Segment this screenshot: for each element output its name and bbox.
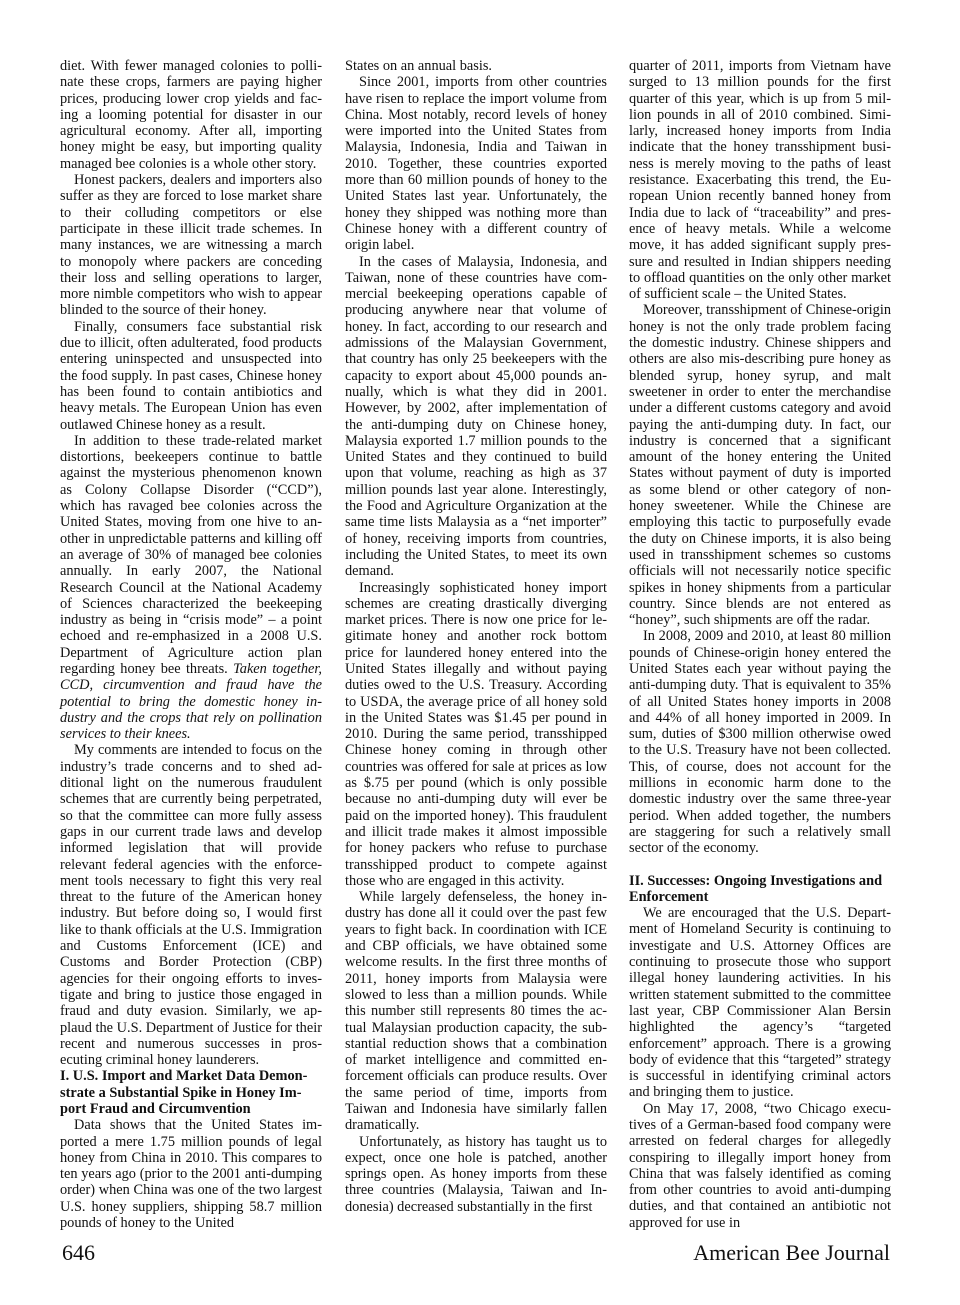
section-heading: I. U.S. Import and Market Data Demonstrate a Substantial Spike in Honey Import Fraud and Circumvention: [60, 1068, 308, 1117]
text-column-1: [60, 58, 322, 1231]
paragraph-text: In addition to these trade-related market distortions, beekeepers continue to battle against the mysterious phenomenon known as Colony Collapse Disorder (“CCD”), which has ravaged bee colonies across the United States, moving from one hive to another in unpredictable patterns and killing off an average of 30% of managed bee colonies annually. In early 2007, the National Research Council at the National Academy of Sciences characterized the beekeeping industry as being in “crisis mode” – a point echoed and re-emphasized in a 2008 U.S. Department of Agriculture action plan regarding honey bee threats.: [60, 432, 322, 677]
paragraph: On May 17, 2008, “two Chicago executives of a German-based food company were arrested on federal charges for allegedly conspiring to illegally import honey from China that was falsely identified as coming from other countries to avoid anti-dumping duties, and that contained an antibiotic not approved for use in: [629, 1100, 891, 1231]
paragraph: My comments are intended to focus on the industry’s trade concerns and to shed additional light on the numerous fraudulent schemes that are currently being perpetrated, so that the committee can more fully assess gaps in our current trade laws and develop informed legislation that will provide relevant federal agencies with the enforcement tools necessary to fight this very real threat to the future of the American honey industry. But before doing so, I would first like to thank officials at the U.S. Immigration and Customs Enforcement (ICE) and Customs and Border Protection (CBP) agencies for their ongoing efforts to investigate and bring to justice those engaged in fraud and duty evasion. Similarly, we applaud the U.S. Department of Justice for their recent and numerous successes in prosecuting criminal honey launderers.: [60, 742, 322, 1069]
paragraph: We are encouraged that the U.S. Department of Homeland Security is continuing to investigate and U.S. Attorney Offices are continuing to prosecute those who support illegal honey laundering activities. In his written statement submitted to the committee last year, CBP Commissioner Alan Bersin highlighted the agency’s “targeted enforcement” approach. There is a growing body of evidence that this “targeted” strategy is successful in identifying criminal actors and bringing them to justice.: [629, 905, 891, 1101]
journal-name: American Bee Journal: [693, 1240, 890, 1265]
italic-emphasis: Taken together, CCD, circumvention and fraud have the potential to bring the domestic honey industry and the crops that rely on pollination services to their knees.: [60, 660, 322, 743]
paragraph: [60, 433, 322, 743]
paragraph: quarter of 2011, imports from Vietnam have surged to 13 million pounds for the first quarter of this year, which is up from 5 million pounds in all of 2010 combined. Similarly, increased honey imports from India indicate that the honey transshipment business is merely moving to the paths of least resistance. Exacerbating this trend, the European Union recently banned honey from India due to lack of “traceability” and presence of heavy metals. While a welcome move, it has added significant supply pressure and resulted in Indian shippers needing to offload quantities on the only other market of sufficient scale – the United States.: [629, 58, 891, 303]
paragraph: States on an annual basis.: [345, 58, 492, 74]
paragraph: Moreover, transshipment of Chinese-origin honey is not the only trade problem facing the domestic industry. Chinese shippers and others are also mis-describing pure honey as blended syrup, honey syrup, and malt sweetener in order to enter the merchandise under a different customs category and avoid paying the anti-dumping duty. In fact, our industry is concerned that a significant amount of the honey entering the United States without payment of duty is imported as some blend or other category of non-honey sweetener. While the Chinese are employing this tactic to purposefully evade the duty on Chinese imports, it is also being used in transshipment schemes so customs officials will not necessarily notice specific spikes in honey shipments from a particular country. Since blends are not entered as “honey”, such shipments are off the radar.: [629, 302, 891, 629]
paragraph: Increasingly sophisticated honey import schemes are creating drastically diverging market prices. There is now one price for legitimate honey and another rock bottom price for laundered honey entered into the United States illegally and without paying duties owed to the U.S. Treasury. According to USDA, the average price of all honey sold in the United States was $1.45 per pound in 2010. During the same period, transshipped Chinese honey coming in through other countries was offered for sale at prices as low as $.75 per pound (which is only possible because no anti-dumping duty will ever be paid on the imported honey). This fraudulent and illicit trade makes it almost impossible for honey packers who refuse to purchase transshipped product to compete against those who are engaged in this activity.: [345, 579, 607, 889]
paragraph: Finally, consumers face substantial risk due to illicit, often adulterated, food products entering uninspected and unsuspected into the food supply. In past cases, Chinese honey has been found to contain antibiotics and heavy metals. The European Union has even outlawed Chinese honey as a result.: [60, 318, 322, 433]
paragraph: Data shows that the United States imported a mere 1.75 million pounds of legal honey from China in 2010. This compares to ten years ago (prior to the 2001 anti-dumping order) when China was one of the two largest U.S. honey suppliers, shipping 58.7 million pounds of honey to the United: [60, 1117, 322, 1232]
text-column-2: [345, 58, 607, 1215]
paragraph: In 2008, 2009 and 2010, at least 80 million pounds of Chinese-origin honey entered the United States each year without paying the anti-dumping duty. That is equivalent to 35% of all United States honey imports in 2008 and 44% of all honey imported in 2009. In sum, duties of $300 million otherwise owed to the U.S. Treasury have not been collected. This, of course, does not account for the millions in economic harm done to the domestic industry over the same three-year period. When added together, the numbers are staggering for such a relatively small sector of the economy.: [629, 628, 891, 857]
paragraph: Honest packers, dealers and importers also suffer as they are forced to lose market share to their colluding competitors or else participate in these illicit trade schemes. In many instances, we are witnessing a march to monopoly where packers are conceding their loss and selling operations to larger, more nimble competitors who wish to appear blinded to the source of their honey.: [60, 172, 322, 319]
paragraph: diet. With fewer managed colonies to pollinate these crops, farmers are paying higher prices, producing lower crop yields and facing a looming potential for disaster in our agricultural economy. After all, importing honey might be easy, but importing quality managed bee colonies is a whole other story.: [60, 58, 322, 172]
section-heading: II. Successes: Ongoing Investigations and Enforcement: [629, 872, 883, 905]
page-number: 646: [62, 1240, 95, 1265]
paragraph: Unfortunately, as history has taught us to expect, once one hole is patched, another springs open. As honey imports from these three countries (Malaysia, Taiwan and Indonesia) decreased substantially in the first: [345, 1133, 607, 1215]
text-column-3: [629, 58, 891, 1231]
paragraph: While largely defenseless, the honey industry has done all it could over the past few years to fight back. In coordination with ICE and CBP officials, we have obtained some welcome results. In the first three months of 2011, honey imports from Malaysia were slowed to less than a million pounds. While this number still represents 80 times the actual Malaysian production capacity, the substantial reduction shows that a combination of market intelligence and committed enforcement officials can produce results. Over the same period of time, imports from Taiwan and Indonesia have similarly fallen dramatically.: [345, 889, 607, 1134]
paragraph: Since 2001, imports from other countries have risen to replace the import volume from China. Most notably, record levels of honey were imported into the United States from Malaysia, Indonesia, India and Taiwan in 2010. Together, these countries exported more than 60 million pounds of honey to the United States last year. Unfortunately, the honey they shipped was nothing more than Chinese honey with a different country of origin label.: [345, 74, 607, 254]
paragraph: In the cases of Malaysia, Indonesia, and Taiwan, none of these countries have commercial beekeeping operations capable of producing anywhere near that volume of honey. In fact, according to our research and admissions of the Malaysian Government, that country has only 25 beekeepers with the capacity to export about 45,000 pounds annually, which is what they did in 2001. However, by 2002, after implementation of the anti-dumping duty on Chinese honey, Malaysia exported 1.7 million pounds to the United States and they continued to build upon that volume, reaching as high as 37 million pounds last year alone. Interestingly, the Food and Agriculture Organization at the same time lists Malaysia as a “net importer” of honey, receiving imports from countries, including the United States, to meet its own demand.: [345, 253, 607, 580]
